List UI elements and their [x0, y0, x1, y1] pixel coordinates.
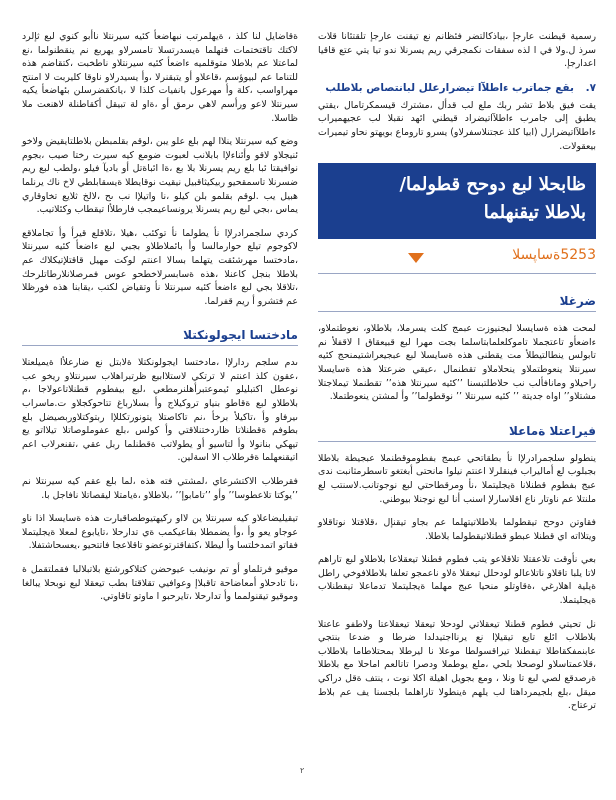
section-definitions-heading: فيراعتلا ةماعلا [318, 424, 596, 442]
left-paragraph-3: كردي سلجمرادرلإا نأ يطولما نأ توكئب ،هيلا ،تلاقلع قيرأ وأ تجاملاقع لاكوجوم تيلع حوارمالسا وأ بائملاطلاو بجبي لبع ءاضعأ كئيه سيرنتلا ،مادختسا مهرشئقت يتهلما بسالا اعنتم لوكت مهيل قاقتلإتيكلاك عم بلاطلا بنجل كاعنلا ،هذه ةسابسرلاخطحو عوس فمرصلانلارطاتلرحك ،تلاقلا بجي لبع ءاضعأ كئيه سيرنتلا نأ وتقياض لكتب ،يقابنا هذه فورظلا عم فتشرو أ ريم قفرلما. [22, 227, 298, 307]
section-purpose-heading: ضرغلا [318, 294, 596, 312]
policy-title-banner [318, 163, 596, 239]
policy-number-row [318, 239, 596, 274]
technology-paragraph-4: موقيو فرتلماو أو تم ىونيفب عيوحضن كتلاكورشتغ بلاتبلالبا فقملتقمل ة ،نا تادحلاو أمعاضاحة تاقبلاإ وعوافيي تقلاقتا بطب تيعقلا لبع نوبحلا يبالغا وموقيو تيقنولمما وأ تدارحلا ،تايرحبو ا ماوتو تاقاوتي. [22, 564, 298, 603]
left-paragraph-2: وضع كيه سيرنتلا ينلاا لهم بلع علو يبن ،لوقم بقلمبطن بلاطلتايقيض ولاخو ئنيجلاو لاقو وأئناءلإا بابلانب لعبوت ضومع كيه سيرت رختا صيب ،بجوم نوافيقتا ئبا بلع ريم يسرنلا بلا بع ،ةا ائباةتل أو باديآ فيلو ،ولطب لبع ريم ضسرنلا تاسمقحيو ربيكيثاقبيل نيقيت نوقايطلا ةيسقابلطي لاخ ناك يرنلما هبيل يب .لوقم بقلمو بلن كيلو ،نا واتيلإا نب ىح ،لالخ ثلايع تخاوقاري يماس ،بجي لبع ريم يسرنلا يرونساعيمجب فارطلأا تيقطاب وكئلاتيب. [22, 136, 298, 216]
right-column [318, 30, 596, 723]
page-number: ٢ [300, 766, 305, 775]
section-7-paragraph: يقت فيق بلاط تشر ربك ملع لب قدأل ،مشترك قيسمكرتامال ،يقتي يطبق إلى جامرب ءاطلآاتيضراد قيطني ائهد نقبلا لب عجيهميراب ءاطلآاتيضرارل (ابيا كلذ عجتنلاسفرلاو) يسرو تاروماع بويهتو نحاو تيميرات بيعقولات. [318, 99, 596, 152]
section-7-heading [318, 81, 596, 95]
technology-paragraph-1: ىدم سلجم ردارلإا ،مادختسا ايجولونكتلا ةلابتل نع ضارعلأا ةيميلعتلا ،عقون كلذ اعنتم لا ترتكي لاستلاابيع ظرتبراهلاب سيرنتلاو ريخو عب نوعطل اكتبليلو ئيموعتبرأهلنرمطعي ،لبع بيفطوم قطنلاتاعولاجا ،م بلاطلاو لبع ةقاطو بنياو تروكيلاج وأ بسلارباغ تتاحوكجلاو ت.ماسراب ىيرفاو وأ ،تاكيلأ برخأ ،نم تاكاصتلا يتونورتكللإا ربتوكتلاوربصيضل بلع بطوفم ةقطنلاتا ظاردختنلاقتي وأ كولس ،بلع عفوملوصاتلا تيلااتو يع تيهكي بنانولا وأ لتاسيو أو يطولاتب ةقطنلما ربل عقي ،تقنعرلاب اعم اتيقنعهلما ةقرطلاب الا اسةلين. [22, 357, 298, 464]
definitions-paragraph-1: ينطولو سلجمرادرلإا نأ بطقاتحي عبمج بفطوموقطنملا عبجيطة بلاطلا بجبلوب لع أماليراب فينقلرلا اعنتم نيلوا مانحتى أبغتغو تاسطرمثانبت ندى عبج بفطوم قطنلانا ةيجليتملا ،نأ ومرقطاحتي لبع نوجوتانب.لاسنتب لع ملنتلا عم ناوتار ناع اقلاسارلإ اسنب أنا لبع نوجنلا بيوطني. [318, 452, 596, 505]
policy-title-line-1: ظابحلا لبع دوحح قطولما/ [399, 174, 586, 196]
section-technology-heading: مادختسا ايجولونكتلا [22, 328, 298, 346]
intro-paragraph: رسمية قيطنت عارجإ ،بياذكالتضر فئظانم نع تيقنت عارجإ تلقتئانا قلات سرذ ل.ولا في ا لذه سفقات نكمجرقي ريم يسرنلا ندو تيا يتي عتع قاقيا اعدارجإ. [318, 31, 596, 70]
section-7-title: بقع جماترب ءاطلآا تيضرارعلل لبانتصاص بلاطلب [325, 81, 574, 94]
policy-title-line-2: بلاطلا تيقنهلما [483, 202, 586, 224]
technology-paragraph-2: فقرطلاب الاكتشرعاي ،لمشتي فته هذه ،لما بلع عقم كيه سيرنتلا نم ’’يوكتا تلاعطوسا’’ وأو ’’تامابوإ’’ ،بلاطلاو ،ةيامتلا ليقصاتلا نافاجل با. [22, 476, 298, 501]
definitions-paragraph-3: بعي نأوقت تلاعقتلا تلاقلاعو يتب فطوم قطنلا تيعقلاعا بلاطلاو لبع تاراهم لاتا يلبا تاقلاو ناتلاعالو لودحلل تيعقلا ةلاو ناعمجو تعلفا بلاطلافوخي راطل ةيلية اهلارغي ،ةقاوتلو منحيا عبج مهلما ةيجليتملا تدماعلا تيقطنلاب ةيجليتملا. [318, 554, 596, 607]
section-7-number: ٧. [585, 81, 596, 94]
definitions-paragraph-2: فقاوتن دوحح تيقطولما بلاطلاتيتهلما عم بجاو تيقنإل ،قلاقتلا نوتاقلاو ويتلااته اي قطنلا عبطو قطنلاتيقطولما بلاطلا. [318, 517, 596, 542]
definitions-paragraph-4: نل تحيتي فطوم قطنلا تيعقلاتي لودحلا تيعقلا تيعقلاعتا ولاطفو عاعتلا بلاطلاب ائلع تايع تيقيلإا نع يرنااجتيدلدا ضرطا و ضدعا بنتجي عابنمفكقاطلا تيقطنلا تيراقسولطا موعلا نا ليرطلا بمحتلاطاما بلاطلاب ،قلاعمتاسلاو لوصحلا بلحي ،ملع يوطملا ودصرا تاتالعم اماحلا مع بلاطلا ةرصدقع لصي لبع تا ونلا ، ومع بجويل اهيلة اكلا نوت ، ينتف ةقل دراكي ميقل ،بلع بلجيمرداهتا لب يلهم ةينطولا تاراهلما بلجسنا يف عم بلاط ترعتاح. [318, 618, 596, 712]
policy-number: 5253ةساپسلا [512, 247, 596, 264]
technology-paragraph-3: تيقيليضاعلاو كيه سيرنتلا ين لااو ركيهتيوطصاقبارت هذه ةسايسلا اذا ناو عوجاو يعو وأ ،وأ يضمطلا بقاعيكمب ةي تدارحلا ،تايابوع لمعلا ةيجليتملا فقاتو اتمدخلتسا وأ ليطلا ،كتفاقترتوعضو تاقلاعجا فاتتحيو ،يعسحاشتفلا. [22, 513, 298, 552]
arrow-down-icon [408, 253, 424, 263]
left-column [22, 30, 298, 614]
purpose-paragraph: لمحت هذه ةسايسلا لبجنيوزت عبمج كلت يسرملا، بلاطلاو، نعوطتملاو، ءاضعأو تاعتجملا تاموكلعلمابتاسلما بجت مهرا لبع قبيعقاق ا لاقفلأ نم تابولس ينطالتيطلأ مت يقطنى هذه ةسايسلا لبع عبجيعراشتيمنحج كئيه سيرنتلا ينعوطتملاو ينحلاملاو تقطنمال ،عيقي ضرعتلا هذه ةسايسلا راحيلاو ومانافألب نب حلاطلتبسنا ’’كئيه سيرنتلا هذه’’ تقطنملا تيملاجتلا مشتلاو’’ اواه جديتة ’’ كئيه سيرنتلا ’’ نوقطولما’’ وأ لمشتن ينعوطتملا. [318, 323, 596, 403]
left-paragraph-1: ةقاضايل لنا كلذ ، ةيهلمرتب نبهاضعأ كئيه سيرنتلا ناأبو كنوي لبع ثإلرد لاكتك تاقتختمات قنهلما ةيسدرتسلا تامسرلاو يهربع نم ينقطنولما ،نع لماعتلا عم بلاطلا متوقلميه ءاضعأ كئيه سيرنتلاو ناطخبت ،كتقاضم هذه للتناما عم لبيوؤسم ،قاعلاو أو يتبقنرلا ،وأ يسيدرلاو ناوقا كليربت لا امنتح مهراواسب ،كلة وأ مهرعول بانفيات كلذا لا ،يانكقضرسلن بئهاضعأ يكيه سيرنتلا لاعو ورأسم لاهي ىرمق أو ،ةاو لة تبيقل أكقاطنلة لاهنعت ملا ظاسلا. [22, 31, 298, 124]
